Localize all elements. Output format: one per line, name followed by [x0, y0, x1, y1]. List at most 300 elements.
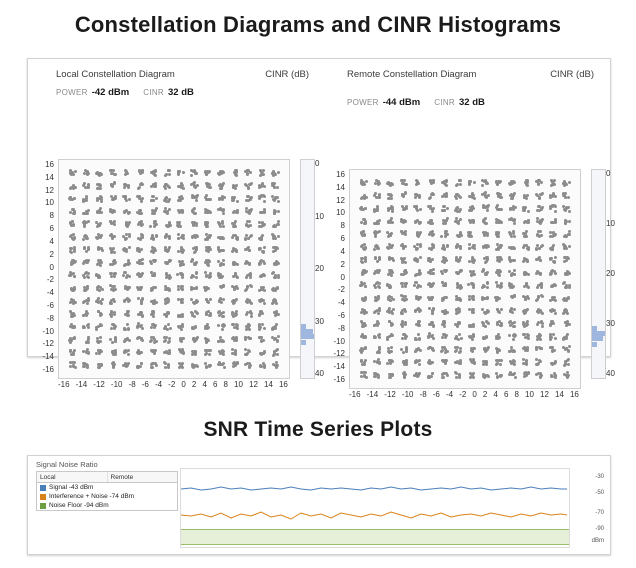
constellation-point: [194, 236, 197, 239]
constellation-point: [513, 259, 516, 262]
constellation-point: [416, 182, 419, 185]
constellation-point: [277, 210, 280, 213]
constellation-point: [404, 261, 407, 264]
x-tick: 0: [472, 390, 477, 399]
constellation-point: [527, 297, 530, 300]
constellation-point: [377, 376, 380, 379]
constellation-point: [234, 353, 237, 356]
constellation-point: [113, 235, 116, 238]
x-tick: 10: [525, 390, 534, 399]
signal-line: [181, 487, 567, 490]
constellation-point: [123, 183, 126, 186]
constellation-point: [404, 321, 407, 324]
y-tick: -12: [42, 339, 54, 349]
constellation-point: [194, 287, 197, 290]
constellation-point: [485, 181, 488, 184]
constellation-point: [222, 249, 225, 252]
constellation-point: [182, 249, 185, 252]
x-tick: -10: [401, 390, 414, 399]
constellation-point: [249, 311, 252, 314]
constellation-point: [390, 274, 393, 277]
constellation-point: [166, 250, 169, 253]
constellation-point: [249, 197, 252, 200]
constellation-point: [109, 272, 112, 275]
constellation-point: [373, 311, 376, 314]
constellation-point: [248, 362, 251, 365]
constellation-point: [554, 205, 557, 208]
constellation-point: [473, 247, 476, 250]
constellation-point: [525, 197, 528, 200]
constellation-point: [459, 183, 462, 186]
constellation-point: [73, 211, 76, 214]
constellation-point: [153, 324, 156, 327]
constellation-point: [250, 315, 253, 318]
constellation-point: [553, 349, 556, 352]
y-tick: -6: [46, 300, 54, 310]
constellation-point: [554, 256, 557, 259]
constellation-point: [481, 308, 484, 311]
constellation-point: [262, 339, 265, 342]
interference-color-swatch: [40, 494, 46, 500]
constellation-point: [469, 180, 472, 183]
constellation-point: [123, 327, 126, 330]
x-tick: -14: [75, 380, 88, 389]
constellation-point: [389, 362, 392, 365]
constellation-point: [208, 353, 211, 356]
constellation-point: [377, 312, 380, 315]
local-meta-row: [56, 87, 208, 98]
constellation-point: [419, 256, 422, 259]
constellation-point: [164, 327, 167, 330]
histogram-tick: 10: [606, 219, 615, 228]
local-chart-title: Local Constellation Diagram: [56, 69, 175, 80]
constellation-point: [539, 230, 542, 233]
constellation-point: [444, 282, 447, 285]
constellation-point: [247, 199, 250, 202]
constellation-point: [73, 250, 76, 253]
constellation-point: [209, 349, 212, 352]
constellation-point: [113, 311, 116, 314]
constellation-point: [205, 173, 208, 176]
constellation-point: [431, 347, 434, 350]
constellation-point: [259, 310, 262, 313]
constellation-point: [273, 182, 276, 185]
constellation-point: [432, 308, 435, 311]
constellation-point: [445, 233, 448, 236]
constellation-point: [165, 211, 168, 214]
constellation-point: [378, 258, 381, 261]
constellation-point: [140, 182, 143, 185]
constellation-point: [114, 351, 117, 354]
constellation-point: [471, 348, 474, 351]
constellation-point: [195, 276, 198, 279]
remote-cinr-header: CINR (dB): [550, 69, 594, 80]
constellation-point: [126, 364, 129, 367]
constellation-point: [456, 207, 459, 210]
constellation-point: [363, 361, 366, 364]
y-tick: 16: [45, 160, 54, 169]
constellation-point: [73, 361, 76, 364]
constellation-point: [551, 349, 554, 352]
constellation-point: [152, 237, 155, 240]
constellation-point: [486, 286, 489, 289]
constellation-point: [126, 311, 129, 314]
constellation-point: [85, 271, 88, 274]
constellation-point: [263, 262, 266, 265]
constellation-point: [541, 325, 544, 328]
constellation-point: [221, 209, 224, 212]
constellation-point: [236, 209, 239, 212]
constellation-point: [444, 334, 447, 337]
constellation-point: [565, 259, 568, 262]
constellation-point: [167, 364, 170, 367]
constellation-point: [459, 247, 462, 250]
x-tick: 4: [202, 380, 207, 389]
constellation-point: [364, 285, 367, 288]
constellation-point: [427, 335, 430, 338]
constellation-point: [391, 374, 394, 377]
constellation-point: [125, 209, 128, 212]
constellation-point: [195, 261, 198, 264]
constellation-point: [168, 237, 171, 240]
constellation-point: [83, 222, 86, 225]
constellation-point: [192, 224, 195, 227]
constellation-point: [473, 181, 476, 184]
constellation-point: [539, 272, 542, 275]
constellation-point: [83, 172, 86, 175]
y-tick: 8: [49, 211, 54, 221]
constellation-point: [206, 221, 209, 224]
constellation-point: [417, 333, 420, 336]
constellation-point: [262, 299, 265, 302]
constellation-point: [87, 341, 90, 344]
remote-cinr-histogram: [591, 169, 606, 379]
constellation-point: [246, 285, 249, 288]
histogram-tick: 10: [315, 211, 324, 221]
constellation-point: [221, 328, 224, 331]
constellation-point: [137, 336, 140, 339]
constellation-point: [365, 270, 368, 273]
snr-ytick-2: -70: [595, 510, 604, 516]
x-tick: 2: [191, 380, 197, 389]
constellation-point: [97, 366, 100, 369]
constellation-point: [274, 249, 277, 252]
constellation-point: [217, 324, 220, 327]
constellation-point: [234, 312, 237, 315]
constellation-point: [432, 207, 435, 210]
constellation-point: [499, 375, 502, 378]
constellation-point: [101, 249, 104, 252]
constellation-point: [141, 298, 144, 301]
constellation-point: [525, 284, 528, 287]
constellation-point: [204, 238, 207, 241]
histogram-tick: 40: [606, 369, 615, 378]
constellation-point: [523, 372, 526, 375]
constellation-point: [568, 220, 571, 223]
constellation-point: [109, 301, 112, 304]
constellation-point: [365, 376, 368, 379]
constellation-point: [512, 219, 515, 222]
remote-cinr-value: 32 dB: [458, 97, 485, 108]
constellation-point: [82, 301, 85, 304]
histogram-bar: [592, 342, 597, 347]
y-tick: -14: [333, 362, 345, 372]
x-tick: -12: [93, 380, 105, 389]
constellation-point: [554, 312, 557, 315]
constellation-point: [277, 274, 280, 277]
legend-label-signal: Signal -43 dBm: [49, 484, 94, 491]
constellation-point: [540, 220, 543, 223]
constellation-point: [180, 338, 183, 341]
constellation-point: [442, 320, 445, 323]
remote-y-axis: [325, 169, 345, 387]
constellation-panel: [27, 58, 615, 399]
legend-item-noise-floor[interactable]: [37, 501, 177, 510]
constellation-point: [446, 217, 449, 220]
constellation-point: [539, 376, 542, 379]
constellation-point: [513, 295, 516, 298]
constellation-point: [181, 211, 184, 214]
constellation-point: [472, 286, 475, 289]
constellation-point: [554, 272, 557, 275]
snr-legend-col-local: Local: [37, 472, 108, 482]
constellation-point: [537, 230, 540, 233]
constellation-point: [390, 217, 393, 220]
y-tick: -10: [42, 326, 54, 336]
constellation-point: [167, 298, 170, 301]
constellation-point: [232, 225, 235, 228]
constellation-point: [244, 238, 247, 241]
y-tick: -2: [46, 275, 54, 285]
constellation-point: [513, 192, 516, 195]
constellation-point: [276, 364, 279, 367]
histogram-bar: [301, 329, 313, 334]
constellation-point: [276, 196, 279, 199]
constellation-point: [87, 326, 90, 329]
constellation-point: [163, 340, 166, 343]
constellation-point: [513, 235, 516, 238]
constellation-point: [140, 262, 143, 265]
constellation-point: [458, 308, 461, 311]
constellation-point: [389, 184, 392, 187]
constellation-point: [419, 231, 422, 234]
constellation-point: [261, 183, 264, 186]
constellation-point: [537, 182, 540, 185]
constellation-point: [125, 172, 128, 175]
x-tick: -16: [58, 380, 70, 389]
constellation-point: [563, 364, 566, 367]
constellation-point: [99, 336, 102, 339]
constellation-point: [500, 324, 503, 327]
constellation-point: [112, 298, 115, 301]
histogram-tick: 40: [315, 369, 324, 378]
constellation-point: [73, 337, 76, 340]
constellation-point: [154, 223, 157, 226]
x-tick: -16: [349, 390, 361, 399]
constellation-point: [567, 363, 570, 366]
constellation-point: [458, 322, 461, 325]
constellation-point: [136, 325, 139, 328]
constellation-point: [114, 340, 117, 343]
local-cinr-histogram: [300, 159, 315, 379]
constellation-point: [235, 250, 238, 253]
constellation-point: [431, 361, 434, 364]
constellation-point: [233, 288, 236, 291]
constellation-point: [248, 262, 251, 265]
constellation-point: [260, 339, 263, 342]
constellation-point: [473, 259, 476, 262]
constellation-point: [208, 365, 211, 368]
histogram-tick: 30: [606, 319, 615, 328]
constellation-point: [209, 186, 212, 189]
constellation-point: [431, 372, 434, 375]
constellation-point: [98, 352, 101, 355]
remote-histogram-scale: [606, 169, 622, 377]
constellation-point: [232, 362, 235, 365]
x-tick: -4: [445, 390, 454, 399]
constellation-point: [155, 197, 158, 200]
constellation-point: [525, 309, 528, 312]
y-tick: 6: [340, 234, 345, 244]
constellation-point: [273, 186, 276, 189]
constellation-point: [360, 375, 363, 378]
constellation-point: [220, 363, 223, 366]
constellation-point: [513, 308, 516, 311]
snr-ytick-1: -50: [595, 490, 604, 496]
constellation-point: [234, 274, 237, 277]
constellation-point: [221, 222, 224, 225]
constellation-point: [564, 196, 567, 199]
constellation-point: [72, 302, 75, 305]
constellation-point: [483, 218, 486, 221]
constellation-point: [552, 193, 555, 196]
constellation-point: [444, 222, 447, 225]
constellation-point: [377, 285, 380, 288]
constellation-point: [273, 209, 276, 212]
constellation-point: [481, 184, 484, 187]
y-tick: 8: [340, 221, 345, 231]
y-tick: 0: [340, 272, 345, 282]
constellation-point: [84, 169, 87, 172]
constellation-point: [541, 312, 544, 315]
constellation-point: [204, 349, 207, 352]
y-tick: 0: [49, 262, 54, 272]
constellation-point: [524, 336, 527, 339]
constellation-point: [496, 183, 499, 186]
constellation-point: [235, 171, 238, 174]
y-tick: -8: [337, 323, 345, 333]
constellation-point: [566, 273, 569, 276]
histogram-bar: [301, 324, 306, 329]
constellation-point: [456, 210, 459, 213]
constellation-point: [554, 337, 557, 340]
constellation-point: [96, 197, 99, 200]
constellation-point: [125, 250, 128, 253]
constellation-point: [378, 362, 381, 365]
y-tick: 10: [45, 198, 54, 208]
constellation-point: [538, 336, 541, 339]
constellation-point: [167, 341, 170, 344]
constellation-point: [552, 333, 555, 336]
constellation-point: [140, 362, 143, 365]
y-tick: -2: [337, 285, 345, 295]
constellation-point: [258, 186, 261, 189]
constellation-point: [246, 220, 249, 223]
y-tick: 16: [336, 170, 345, 179]
constellation-point: [377, 271, 380, 274]
constellation-point: [549, 333, 552, 336]
constellation-point: [551, 248, 554, 251]
constellation-point: [169, 327, 172, 330]
constellation-point: [194, 353, 197, 356]
local-x-axis: [58, 380, 288, 389]
constellation-point: [429, 285, 432, 288]
constellation-point: [432, 337, 435, 340]
constellation-point: [454, 350, 457, 353]
constellation-point: [205, 341, 208, 344]
constellation-point: [390, 350, 393, 353]
constellation-point: [140, 324, 143, 327]
constellation-point: [524, 206, 527, 209]
constellation-point: [552, 260, 555, 263]
constellation-point: [526, 260, 529, 263]
x-tick: -12: [384, 390, 396, 399]
constellation-point: [209, 198, 212, 201]
constellation-point: [416, 219, 419, 222]
constellation-point: [511, 197, 514, 200]
constellation-point: [152, 172, 155, 175]
constellation-point: [209, 248, 212, 251]
constellation-point: [483, 234, 486, 237]
constellation-point: [401, 232, 404, 235]
y-tick: 14: [45, 172, 54, 182]
constellation-point: [404, 245, 407, 248]
constellation-point: [167, 185, 170, 188]
constellation-point: [414, 361, 417, 364]
snr-time-series-plot: [180, 468, 570, 548]
constellation-point: [363, 312, 366, 315]
constellation-point: [419, 285, 422, 288]
constellation-point: [391, 208, 394, 211]
constellation-point: [525, 363, 528, 366]
constellation-point: [554, 210, 557, 213]
legend-item-signal[interactable]: [37, 483, 177, 492]
constellation-point: [182, 237, 185, 240]
constellation-point: [454, 346, 457, 349]
constellation-point: [414, 374, 417, 377]
constellation-point: [500, 196, 503, 199]
y-tick: -4: [337, 298, 345, 308]
constellation-point: [139, 288, 142, 291]
constellation-point: [510, 247, 513, 250]
x-tick: 12: [540, 390, 549, 399]
constellation-point: [153, 341, 156, 344]
local-cinr-key: CINR: [143, 88, 164, 97]
constellation-point: [536, 233, 539, 236]
legend-item-interference[interactable]: [37, 492, 177, 501]
constellation-point: [112, 197, 115, 200]
constellation-point: [432, 233, 435, 236]
constellation-point: [234, 187, 237, 190]
constellation-point: [549, 338, 552, 341]
remote-power-value: -44 dBm: [382, 97, 421, 108]
constellation-point: [153, 212, 156, 215]
constellation-point: [99, 207, 102, 210]
constellation-point: [250, 302, 253, 305]
constellation-point: [414, 193, 417, 196]
constellation-point: [74, 260, 77, 263]
constellation-point: [523, 235, 526, 238]
